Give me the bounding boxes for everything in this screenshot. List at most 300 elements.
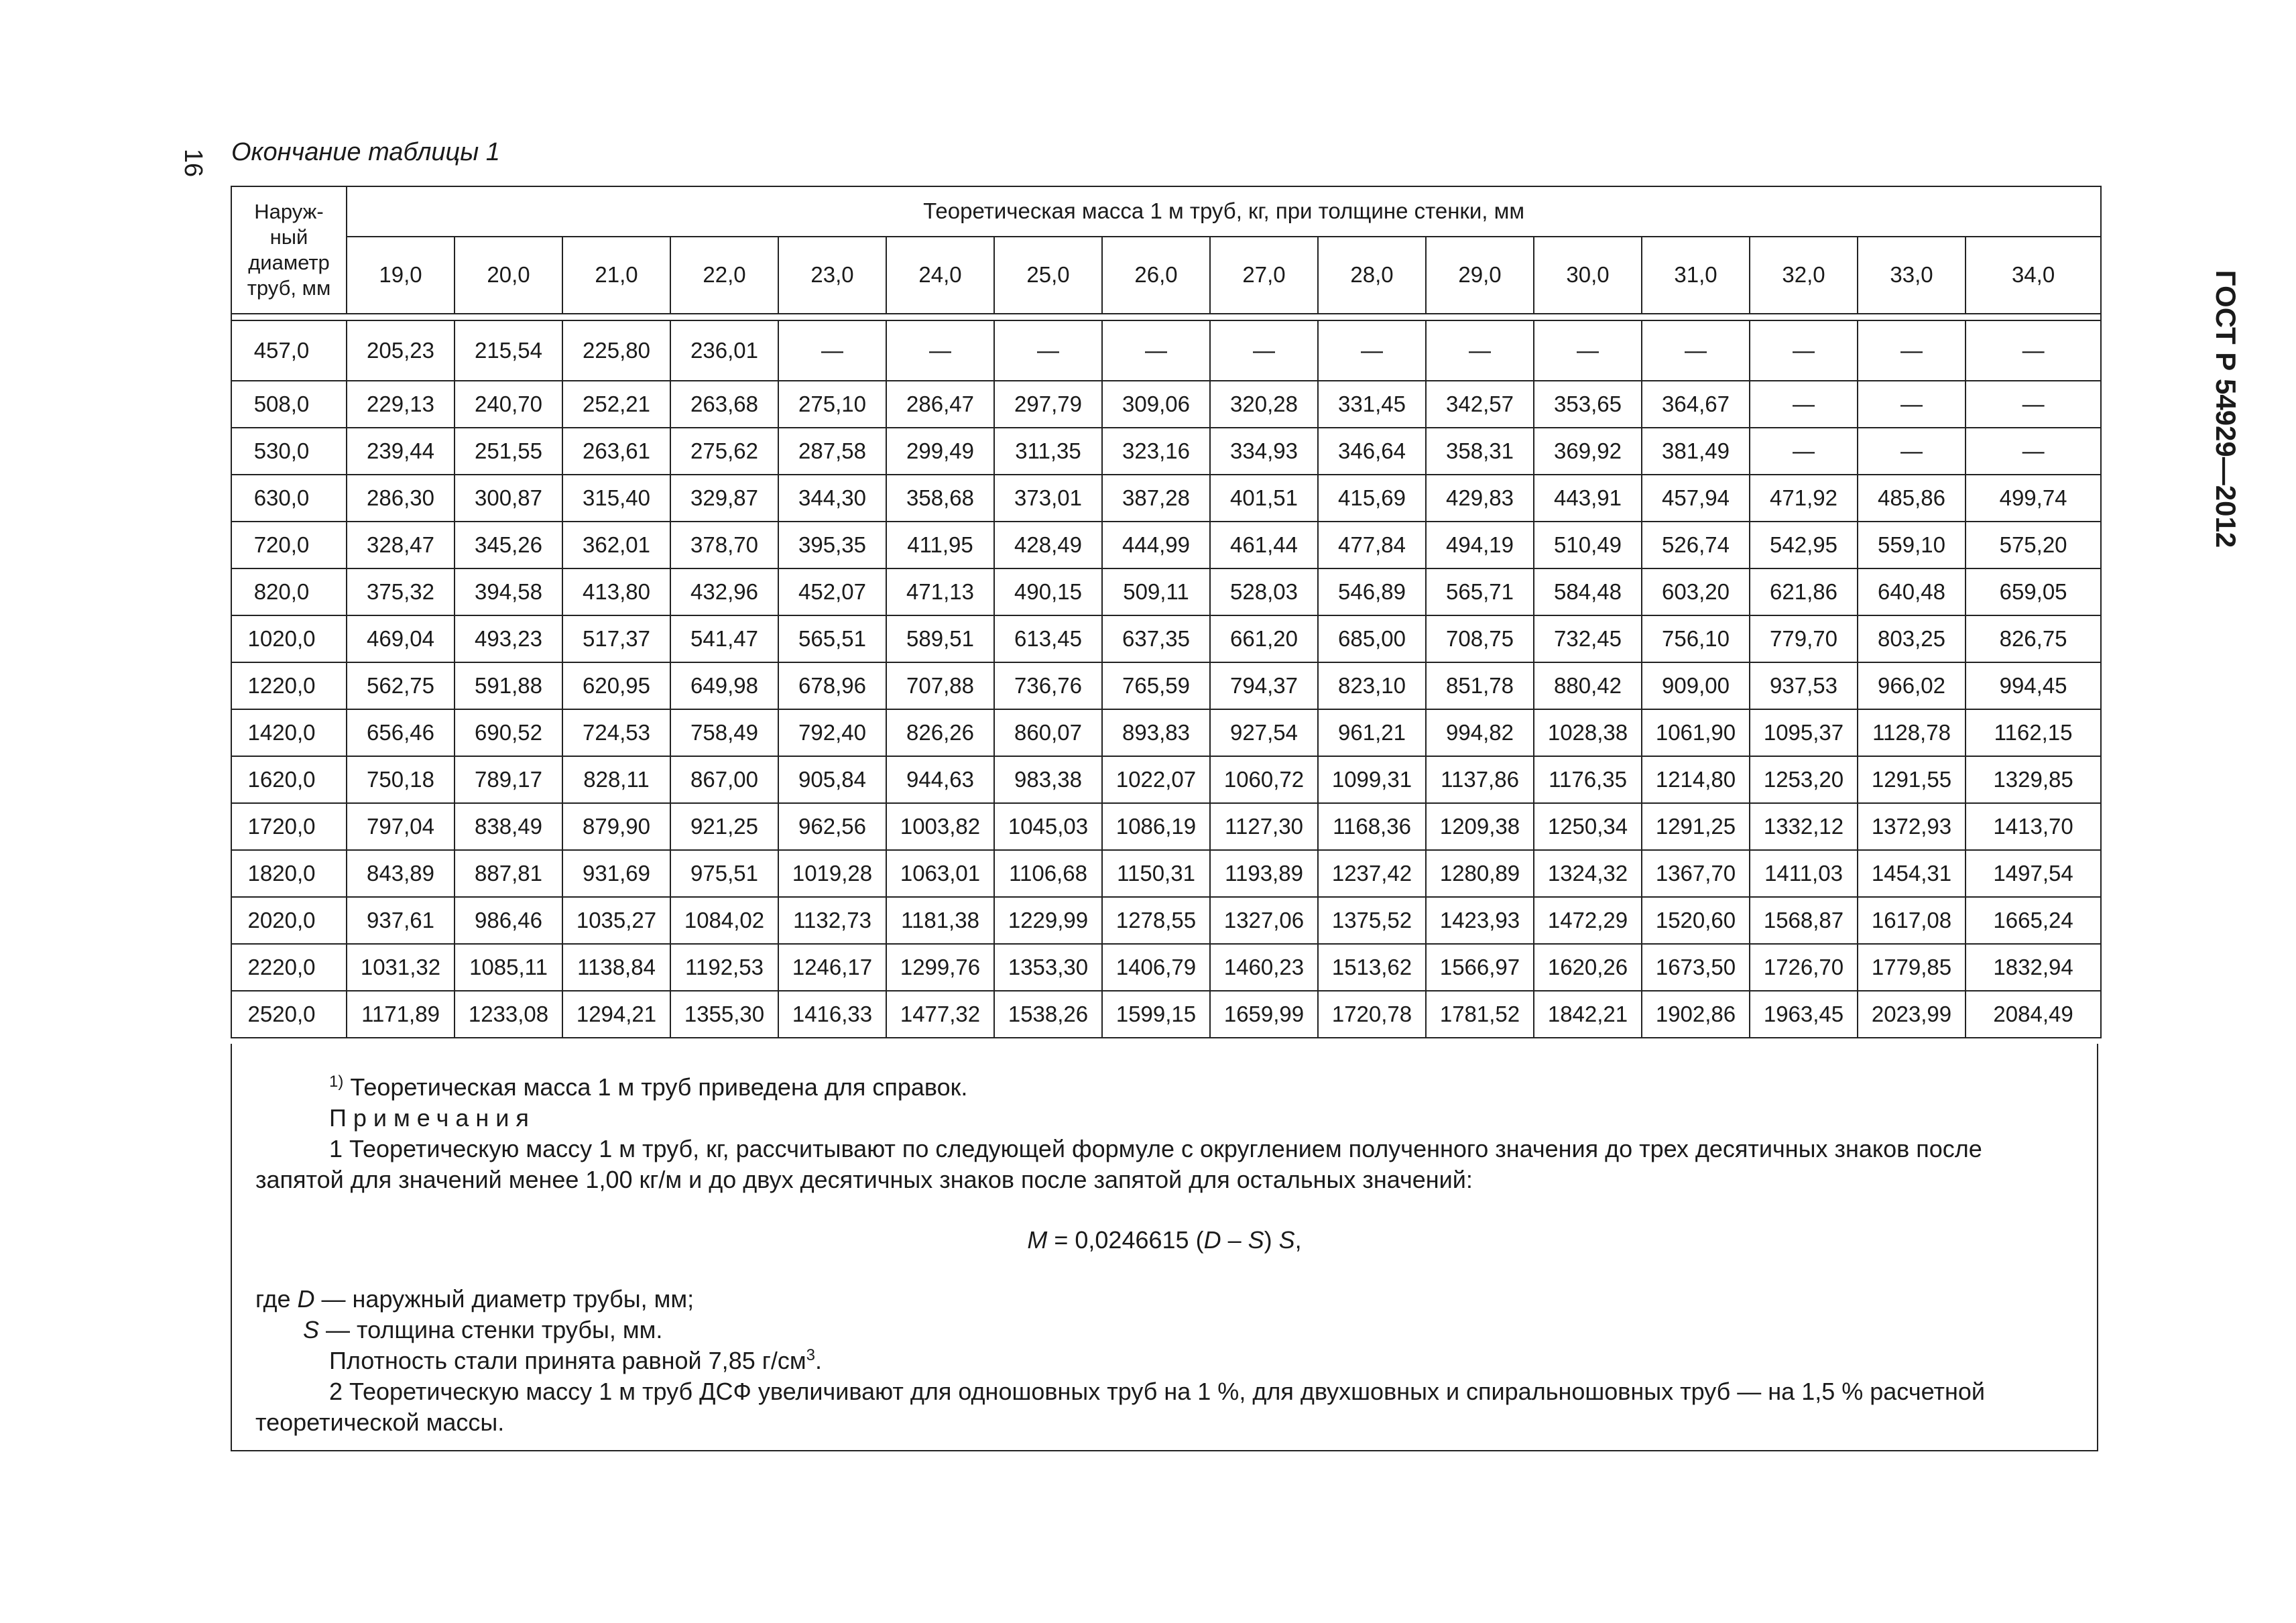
table-row — [231, 803, 2101, 850]
formula-wall-symbol: S — [1278, 1226, 1295, 1254]
mass-cell: 603,20 — [1642, 568, 1750, 615]
mass-cell: — — [1966, 381, 2101, 428]
mass-cell: 413,80 — [562, 568, 670, 615]
mass-cell: 860,07 — [994, 709, 1102, 756]
mass-cell: 1003,82 — [886, 803, 994, 850]
mass-cell: 1229,99 — [994, 897, 1102, 944]
mass-cell: 457,94 — [1642, 475, 1750, 522]
outer-diameter-cell: 820,0 — [231, 568, 347, 615]
mass-cell: 1168,36 — [1318, 803, 1426, 850]
mass-cell: 1832,94 — [1966, 944, 2101, 991]
where-diameter — [255, 1284, 694, 1315]
table-row — [231, 428, 2101, 475]
mass-cell: 510,49 — [1534, 522, 1642, 568]
table-row — [231, 756, 2101, 803]
mass-cell: 1416,33 — [778, 991, 886, 1038]
table-row — [231, 475, 2101, 522]
mass-cell: 828,11 — [562, 756, 670, 803]
mass-cell: 975,51 — [670, 850, 778, 897]
table-row — [231, 320, 2101, 381]
steel-density — [329, 1345, 822, 1376]
mass-cell: 299,49 — [886, 428, 994, 475]
mass-cell: 1128,78 — [1858, 709, 1966, 756]
mass-cell: 1280,89 — [1426, 850, 1534, 897]
mass-cell: 461,44 — [1210, 522, 1318, 568]
mass-cell: 937,61 — [347, 897, 455, 944]
mass-cell: 1176,35 — [1534, 756, 1642, 803]
mass-cell: 1353,30 — [994, 944, 1102, 991]
mass-cell: 1406,79 — [1102, 944, 1210, 991]
outer-diameter-cell: 1220,0 — [231, 662, 347, 709]
mass-cell: 287,58 — [778, 428, 886, 475]
outer-diameter-header-line: ный — [269, 225, 308, 249]
footnote-mark: 1) — [329, 1073, 344, 1091]
mass-cell: 236,01 — [670, 320, 778, 381]
table-row — [231, 568, 2101, 615]
mass-cell: 362,01 — [562, 522, 670, 568]
mass-cell: 1060,72 — [1210, 756, 1318, 803]
mass-cell: 656,46 — [347, 709, 455, 756]
formula-mass-symbol: M — [1027, 1226, 1048, 1254]
where-wall-text: — толщина стенки трубы, мм. — [319, 1316, 663, 1343]
mass-cell: 678,96 — [778, 662, 886, 709]
formula-diameter-symbol: D — [1203, 1226, 1221, 1254]
mass-cell: 286,47 — [886, 381, 994, 428]
mass-cell: 779,70 — [1750, 615, 1858, 662]
mass-cell: 1411,03 — [1750, 850, 1858, 897]
mass-cell: 493,23 — [455, 615, 562, 662]
table-continuation-caption: Окончание таблицы 1 — [231, 138, 500, 166]
mass-cell: 381,49 — [1642, 428, 1750, 475]
mass-cell: 724,53 — [562, 709, 670, 756]
mass-cell: 994,45 — [1966, 662, 2101, 709]
mass-cell: 429,83 — [1426, 475, 1534, 522]
mass-cell: 263,61 — [562, 428, 670, 475]
mass-cell: 1842,21 — [1534, 991, 1642, 1038]
header-separator-cell — [231, 314, 2101, 320]
outer-diameter-cell: 1420,0 — [231, 709, 347, 756]
mass-cell: 509,11 — [1102, 568, 1210, 615]
mass-cell: — — [1750, 381, 1858, 428]
wall-thickness-header: 27,0 — [1210, 237, 1318, 314]
mass-cell: 1299,76 — [886, 944, 994, 991]
mass-cell: 358,31 — [1426, 428, 1534, 475]
mass-cell: 369,92 — [1534, 428, 1642, 475]
mass-cell: 275,10 — [778, 381, 886, 428]
mass-cell: 1520,60 — [1642, 897, 1750, 944]
mass-cell: 1497,54 — [1966, 850, 2101, 897]
mass-cell: 562,75 — [347, 662, 455, 709]
mass-cell: 1423,93 — [1426, 897, 1534, 944]
mass-cell: 1720,78 — [1318, 991, 1426, 1038]
outer-diameter-cell: 2220,0 — [231, 944, 347, 991]
mass-cell: 621,86 — [1750, 568, 1858, 615]
mass-cell: 1171,89 — [347, 991, 455, 1038]
outer-diameter-cell: 1020,0 — [231, 615, 347, 662]
mass-cell: 1477,32 — [886, 991, 994, 1038]
mass-cell: 395,35 — [778, 522, 886, 568]
mass-cell: 432,96 — [670, 568, 778, 615]
mass-cell: — — [778, 320, 886, 381]
wall-thickness-header: 24,0 — [886, 237, 994, 314]
mass-cell: 311,35 — [994, 428, 1102, 475]
page-number: 16 — [179, 148, 208, 178]
mass-cell: 591,88 — [455, 662, 562, 709]
mass-cell: 1673,50 — [1642, 944, 1750, 991]
mass-cell: 1035,27 — [562, 897, 670, 944]
mass-cell: 1902,86 — [1642, 991, 1750, 1038]
mass-cell: 415,69 — [1318, 475, 1426, 522]
mass-cell: 1019,28 — [778, 850, 886, 897]
mass-cell: 428,49 — [994, 522, 1102, 568]
mass-cell: 893,83 — [1102, 709, 1210, 756]
mass-cell: 485,86 — [1858, 475, 1966, 522]
note-1: 1 Теоретическую массу 1 м труб, кг, рассчитывают по следующей формуле с округлением полученного значения до трех десятичных знаков после запятой для значений менее 1,00 кг/м и до двух десятичных знаков после запятой для остальных значений: — [255, 1135, 1982, 1193]
mass-cell: 620,95 — [562, 662, 670, 709]
mass-cell: 1137,86 — [1426, 756, 1534, 803]
mass-cell: — — [1966, 428, 2101, 475]
mass-cell: 263,68 — [670, 381, 778, 428]
mass-cell: 661,20 — [1210, 615, 1318, 662]
mass-cell: 732,45 — [1534, 615, 1642, 662]
mass-cell: 887,81 — [455, 850, 562, 897]
outer-diameter-header-line: диаметр — [248, 251, 330, 274]
note-2: 2 Теоретическую массу 1 м труб ДСФ увеличивают для одношовных труб на 1 %, для двухшовных и спиральношовных труб — на 1,5 % расчетной теоретической массы. — [255, 1378, 1985, 1436]
mass-cell: — — [1318, 320, 1426, 381]
mass-cell: 880,42 — [1534, 662, 1642, 709]
mass-cell: 789,17 — [455, 756, 562, 803]
mass-cell: 736,76 — [994, 662, 1102, 709]
mass-cell: 1329,85 — [1966, 756, 2101, 803]
mass-cell: 353,65 — [1534, 381, 1642, 428]
mass-cell: 1372,93 — [1858, 803, 1966, 850]
mass-cell: 983,38 — [994, 756, 1102, 803]
mass-cell: 1779,85 — [1858, 944, 1966, 991]
mass-cell: 1250,34 — [1534, 803, 1642, 850]
mass-cell: 239,44 — [347, 428, 455, 475]
density-text: Плотность стали принята равной 7,85 г/см — [329, 1347, 806, 1374]
outer-diameter-cell: 2520,0 — [231, 991, 347, 1038]
mass-cell: 240,70 — [455, 381, 562, 428]
mass-cell: 851,78 — [1426, 662, 1534, 709]
table-row — [231, 381, 2101, 428]
mass-cell: 1327,06 — [1210, 897, 1318, 944]
mass-cell: 961,21 — [1318, 709, 1426, 756]
mass-cell: 494,19 — [1426, 522, 1534, 568]
mass-cell: 685,00 — [1318, 615, 1426, 662]
mass-cell: 944,63 — [886, 756, 994, 803]
mass-cell: 346,64 — [1318, 428, 1426, 475]
wall-thickness-header: 28,0 — [1318, 237, 1426, 314]
mass-cell: 375,32 — [347, 568, 455, 615]
mass-cell: 931,69 — [562, 850, 670, 897]
mass-cell: 1367,70 — [1642, 850, 1750, 897]
mass-cell: 526,74 — [1642, 522, 1750, 568]
mass-cell: — — [1858, 428, 1966, 475]
mass-cell: 879,90 — [562, 803, 670, 850]
mass-cell: 1246,17 — [778, 944, 886, 991]
mass-cell: 1045,03 — [994, 803, 1102, 850]
wall-thickness-header: 34,0 — [1966, 237, 2101, 314]
mass-cell: 1031,32 — [347, 944, 455, 991]
mass-cell: 1568,87 — [1750, 897, 1858, 944]
mass-cell: 1063,01 — [886, 850, 994, 897]
mass-cell: — — [1750, 428, 1858, 475]
table-row — [231, 522, 2101, 568]
mass-cell: 1659,99 — [1210, 991, 1318, 1038]
mass-cell: — — [886, 320, 994, 381]
mass-cell: 1454,31 — [1858, 850, 1966, 897]
mass-formula — [232, 1225, 2097, 1256]
mass-cell: 1099,31 — [1318, 756, 1426, 803]
mass-cell: 909,00 — [1642, 662, 1750, 709]
mass-cell: 2023,99 — [1858, 991, 1966, 1038]
mass-cell: 575,20 — [1966, 522, 2101, 568]
mass-cell: 1028,38 — [1534, 709, 1642, 756]
notes-title: Примечания — [329, 1104, 536, 1132]
outer-diameter-cell: 1620,0 — [231, 756, 347, 803]
mass-cell: 1162,15 — [1966, 709, 2101, 756]
mass-cell: 1150,31 — [1102, 850, 1210, 897]
table-notes — [231, 1044, 2098, 1451]
mass-cell: 1233,08 — [455, 991, 562, 1038]
mass-cell: 1513,62 — [1318, 944, 1426, 991]
mass-cell: — — [1750, 320, 1858, 381]
mass-cell: 225,80 — [562, 320, 670, 381]
table-row — [231, 709, 2101, 756]
mass-cell: 826,26 — [886, 709, 994, 756]
where-diameter-text: — наружный диаметр трубы, мм; — [314, 1285, 694, 1313]
density-unit-exponent: 3 — [806, 1346, 815, 1364]
mass-cell: 309,06 — [1102, 381, 1210, 428]
mass-cell: 565,51 — [778, 615, 886, 662]
mass-cell: 1278,55 — [1102, 897, 1210, 944]
mass-cell: 342,57 — [1426, 381, 1534, 428]
mass-cell: — — [1642, 320, 1750, 381]
wall-thickness-header: 29,0 — [1426, 237, 1534, 314]
mass-cell: 329,87 — [670, 475, 778, 522]
mass-cell: 469,04 — [347, 615, 455, 662]
mass-cell: 826,75 — [1966, 615, 2101, 662]
where-prefix: где — [255, 1285, 298, 1313]
footnote — [329, 1072, 967, 1103]
wall-thickness-header: 33,0 — [1858, 237, 1966, 314]
table-row — [231, 615, 2101, 662]
formula-end: , — [1294, 1226, 1302, 1254]
wall-thickness-header: 26,0 — [1102, 237, 1210, 314]
mass-cell: 1620,26 — [1534, 944, 1642, 991]
mass-cell: 750,18 — [347, 756, 455, 803]
mass-cell: 838,49 — [455, 803, 562, 850]
wall-thickness-header: 31,0 — [1642, 237, 1750, 314]
mass-cell: 452,07 — [778, 568, 886, 615]
mass-cell: 1617,08 — [1858, 897, 1966, 944]
mass-cell: 205,23 — [347, 320, 455, 381]
mass-cell: 1781,52 — [1426, 991, 1534, 1038]
mass-cell: 1022,07 — [1102, 756, 1210, 803]
outer-diameter-cell: 457,0 — [231, 320, 347, 381]
outer-diameter-header-line: труб, мм — [247, 276, 331, 300]
mass-cell: 300,87 — [455, 475, 562, 522]
formula-close-paren: ) — [1264, 1226, 1279, 1254]
pipe-mass-table — [231, 186, 2102, 1038]
outer-diameter-header-line: Наруж- — [254, 200, 324, 224]
footnote-text: Теоретическая масса 1 м труб приведена для справок. — [350, 1073, 968, 1101]
mass-cell: 1085,11 — [455, 944, 562, 991]
mass-cell: 252,21 — [562, 381, 670, 428]
wall-thickness-header: 21,0 — [562, 237, 670, 314]
mass-cell: 966,02 — [1858, 662, 1966, 709]
mass-cell: — — [1426, 320, 1534, 381]
outer-diameter-cell: 508,0 — [231, 381, 347, 428]
outer-diameter-cell: 630,0 — [231, 475, 347, 522]
standard-designation: ГОСТ Р 54929—2012 — [2210, 269, 2242, 548]
mass-cell: 394,58 — [455, 568, 562, 615]
mass-cell: 331,45 — [1318, 381, 1426, 428]
where-diameter-symbol: D — [297, 1285, 315, 1313]
mass-cell: 2084,49 — [1966, 991, 2101, 1038]
mass-cell: 708,75 — [1426, 615, 1534, 662]
mass-cell: 962,56 — [778, 803, 886, 850]
mass-cell: 758,49 — [670, 709, 778, 756]
mass-cell: 1332,12 — [1750, 803, 1858, 850]
mass-cell: 1192,53 — [670, 944, 778, 991]
mass-cell: 792,40 — [778, 709, 886, 756]
mass-cell: 613,45 — [994, 615, 1102, 662]
mass-cell: 1291,55 — [1858, 756, 1966, 803]
mass-cell: 490,15 — [994, 568, 1102, 615]
mass-cell: 542,95 — [1750, 522, 1858, 568]
mass-cell: — — [1966, 320, 2101, 381]
mass-cell: 649,98 — [670, 662, 778, 709]
mass-cell: 345,26 — [455, 522, 562, 568]
mass-cell: 559,10 — [1858, 522, 1966, 568]
mass-cell: 215,54 — [455, 320, 562, 381]
mass-cell: 1294,21 — [562, 991, 670, 1038]
mass-cell: 797,04 — [347, 803, 455, 850]
mass-cell: 1214,80 — [1642, 756, 1750, 803]
mass-cell: 364,67 — [1642, 381, 1750, 428]
mass-cell: 1375,52 — [1318, 897, 1426, 944]
mass-cell: 1566,97 — [1426, 944, 1534, 991]
mass-cell: 1665,24 — [1966, 897, 2101, 944]
outer-diameter-cell: 1820,0 — [231, 850, 347, 897]
mass-cell: 443,91 — [1534, 475, 1642, 522]
outer-diameter-header — [231, 186, 347, 314]
mass-cell: 315,40 — [562, 475, 670, 522]
wall-thickness-header: 30,0 — [1534, 237, 1642, 314]
wall-thickness-header: 23,0 — [778, 237, 886, 314]
table-row — [231, 991, 2101, 1038]
mass-cell: 1963,45 — [1750, 991, 1858, 1038]
mass-cell: — — [1858, 381, 1966, 428]
mass-cell: 373,01 — [994, 475, 1102, 522]
mass-cell: 565,71 — [1426, 568, 1534, 615]
mass-cell: — — [1210, 320, 1318, 381]
mass-cell: 765,59 — [1102, 662, 1210, 709]
mass-cell: 401,51 — [1210, 475, 1318, 522]
mass-cell: 843,89 — [347, 850, 455, 897]
wall-thickness-header: 19,0 — [347, 237, 455, 314]
mass-cell: 297,79 — [994, 381, 1102, 428]
table-row — [231, 662, 2101, 709]
mass-cell: 1237,42 — [1318, 850, 1426, 897]
mass-cell: 1472,29 — [1534, 897, 1642, 944]
mass-cell: 1181,38 — [886, 897, 994, 944]
mass-cell: 1355,30 — [670, 991, 778, 1038]
mass-cell: 823,10 — [1318, 662, 1426, 709]
mass-cell: 1127,30 — [1210, 803, 1318, 850]
mass-cell: 1138,84 — [562, 944, 670, 991]
mass-cell: 659,05 — [1966, 568, 2101, 615]
mass-cell: 690,52 — [455, 709, 562, 756]
density-end: . — [814, 1347, 822, 1374]
mass-cell: 994,82 — [1426, 709, 1534, 756]
mass-cell: 546,89 — [1318, 568, 1426, 615]
formula-minus: – — [1221, 1226, 1248, 1254]
header-separator — [231, 314, 2101, 320]
mass-cell: 1291,25 — [1642, 803, 1750, 850]
mass-cell: 286,30 — [347, 475, 455, 522]
mass-cell: 1253,20 — [1750, 756, 1858, 803]
where-wall-symbol: S — [303, 1316, 320, 1343]
wall-thickness-header: 22,0 — [670, 237, 778, 314]
mass-cell: 986,46 — [455, 897, 562, 944]
mass-cell: 334,93 — [1210, 428, 1318, 475]
mass-cell: — — [1858, 320, 1966, 381]
wall-thickness-header: 20,0 — [455, 237, 562, 314]
mass-cell: 378,70 — [670, 522, 778, 568]
mass-cell: 517,37 — [562, 615, 670, 662]
mass-cell: 589,51 — [886, 615, 994, 662]
mass-cell: 867,00 — [670, 756, 778, 803]
mass-cell: 921,25 — [670, 803, 778, 850]
mass-cell: 541,47 — [670, 615, 778, 662]
outer-diameter-cell: 720,0 — [231, 522, 347, 568]
mass-cell: 1538,26 — [994, 991, 1102, 1038]
mass-cell: 1132,73 — [778, 897, 886, 944]
mass-cell: 323,16 — [1102, 428, 1210, 475]
mass-cell: 229,13 — [347, 381, 455, 428]
mass-cell: — — [994, 320, 1102, 381]
mass-cell: 471,92 — [1750, 475, 1858, 522]
mass-cell: 320,28 — [1210, 381, 1318, 428]
mass-cell: 1209,38 — [1426, 803, 1534, 850]
mass-cell: 1460,23 — [1210, 944, 1318, 991]
outer-diameter-cell: 530,0 — [231, 428, 347, 475]
mass-cell: 1599,15 — [1102, 991, 1210, 1038]
formula-coefficient: = 0,0246615 ( — [1047, 1226, 1204, 1254]
mass-cell: 477,84 — [1318, 522, 1426, 568]
wall-thickness-header-row — [231, 237, 2101, 314]
mass-cell: 756,10 — [1642, 615, 1750, 662]
mass-cell: 528,03 — [1210, 568, 1318, 615]
mass-cell: — — [1534, 320, 1642, 381]
mass-cell: 584,48 — [1534, 568, 1642, 615]
mass-cell: 1193,89 — [1210, 850, 1318, 897]
table-row — [231, 944, 2101, 991]
mass-cell: 927,54 — [1210, 709, 1318, 756]
mass-cell: 1106,68 — [994, 850, 1102, 897]
mass-cell: 1095,37 — [1750, 709, 1858, 756]
mass-cell: 499,74 — [1966, 475, 2101, 522]
outer-diameter-cell: 2020,0 — [231, 897, 347, 944]
mass-cell: 640,48 — [1858, 568, 1966, 615]
wall-thickness-header: 32,0 — [1750, 237, 1858, 314]
outer-diameter-cell: 1720,0 — [231, 803, 347, 850]
mass-cell: 1726,70 — [1750, 944, 1858, 991]
mass-cell: 794,37 — [1210, 662, 1318, 709]
